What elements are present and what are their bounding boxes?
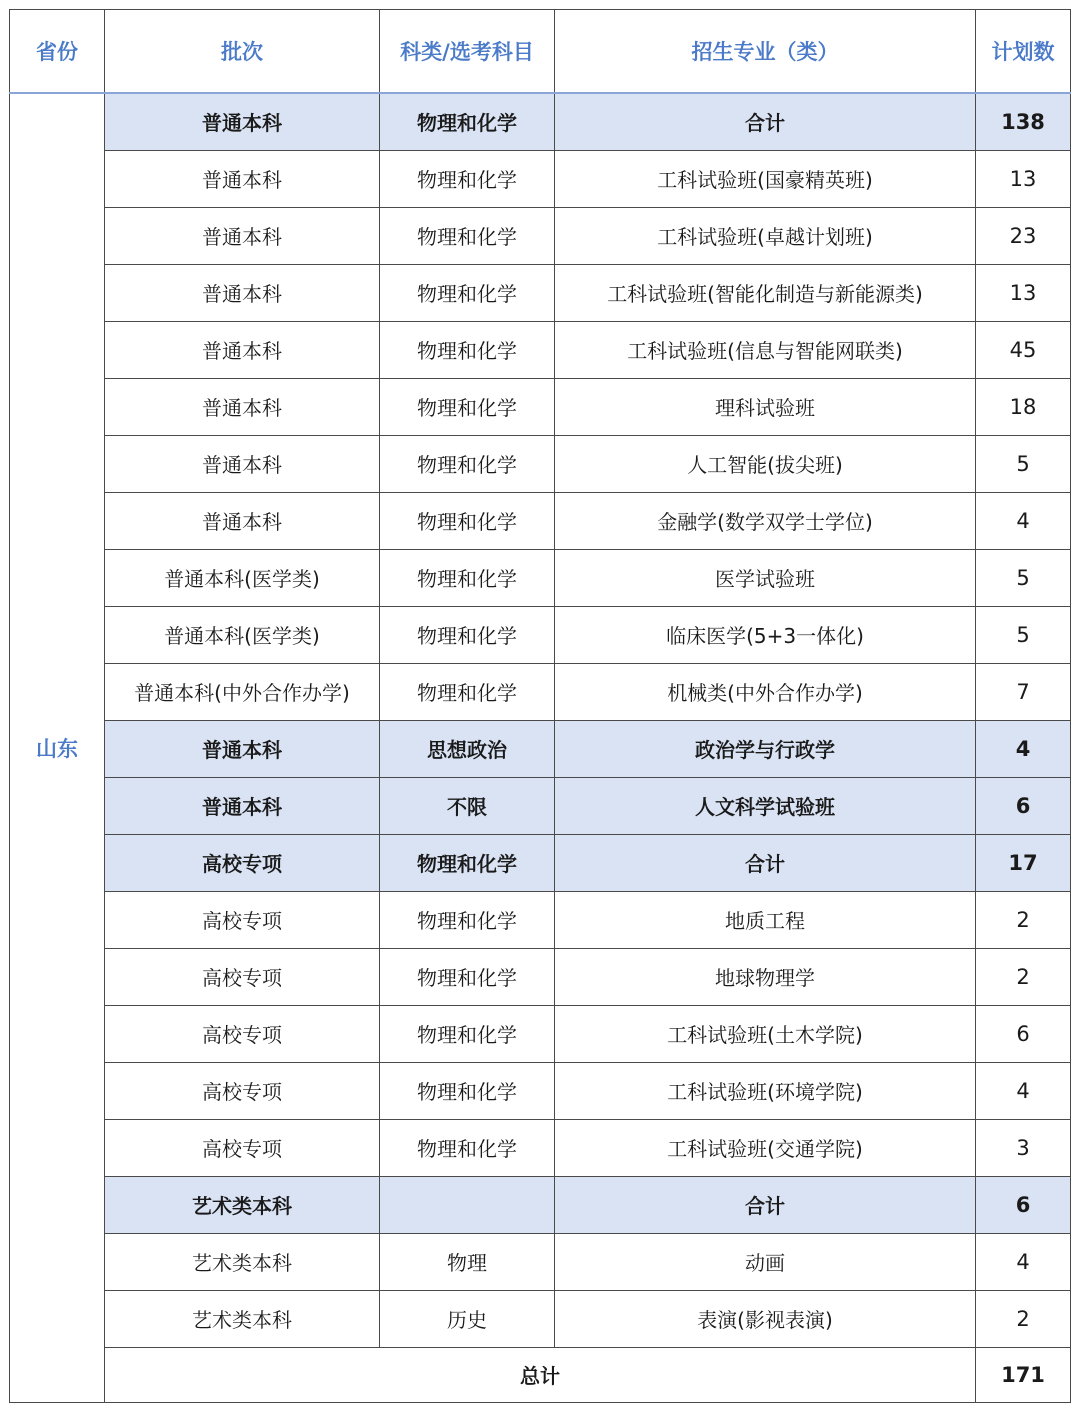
major-cell: 工科试验班(国豪精英班) (555, 150, 976, 207)
batch-cell: 高校专项 (105, 948, 380, 1005)
table-row (10, 549, 1071, 606)
major-cell: 人工智能(拔尖班) (555, 435, 976, 492)
subtotal-row (10, 93, 1071, 150)
plan-count-cell: 13 (976, 150, 1071, 207)
batch-cell: 艺术类本科 (105, 1290, 380, 1347)
major-cell: 政治学与行政学 (555, 720, 976, 777)
batch-cell: 普通本科 (105, 492, 380, 549)
batch-cell: 高校专项 (105, 1005, 380, 1062)
batch-cell: 普通本科 (105, 264, 380, 321)
batch-cell: 高校专项 (105, 1062, 380, 1119)
subject-cell: 物理和化学 (380, 93, 555, 150)
subject-cell: 物理和化学 (380, 663, 555, 720)
batch-cell: 普通本科 (105, 93, 380, 150)
batch-cell: 高校专项 (105, 834, 380, 891)
subtotal-row (10, 720, 1071, 777)
table-row (10, 1233, 1071, 1290)
subtotal-row (10, 834, 1071, 891)
table-header-row (10, 10, 1071, 94)
header-subject: 科类/选考科目 (380, 10, 555, 94)
subject-cell: 物理 (380, 1233, 555, 1290)
subject-cell: 物理和化学 (380, 834, 555, 891)
major-cell: 工科试验班(土木学院) (555, 1005, 976, 1062)
table-row (10, 1290, 1071, 1347)
plan-count-cell: 5 (976, 606, 1071, 663)
plan-count-cell: 4 (976, 1233, 1071, 1290)
subtotal-row (10, 1176, 1071, 1233)
major-cell: 地质工程 (555, 891, 976, 948)
subject-cell: 物理和化学 (380, 321, 555, 378)
batch-cell: 普通本科 (105, 207, 380, 264)
major-cell: 金融学(数学双学士学位) (555, 492, 976, 549)
plan-count-cell: 138 (976, 93, 1071, 150)
header-plan-count: 计划数 (976, 10, 1071, 94)
batch-cell: 高校专项 (105, 1119, 380, 1176)
grand-total-row (10, 1347, 1071, 1402)
subject-cell: 历史 (380, 1290, 555, 1347)
major-cell: 动画 (555, 1233, 976, 1290)
grand-total-label: 总计 (105, 1347, 976, 1402)
plan-count-cell: 6 (976, 1005, 1071, 1062)
grand-total-count: 171 (976, 1347, 1071, 1402)
batch-cell: 普通本科 (105, 378, 380, 435)
batch-cell: 艺术类本科 (105, 1176, 380, 1233)
subject-cell: 不限 (380, 777, 555, 834)
batch-cell: 普通本科 (105, 321, 380, 378)
enrollment-plan-table-container (9, 9, 1071, 1403)
plan-count-cell: 18 (976, 378, 1071, 435)
batch-cell: 普通本科 (105, 777, 380, 834)
plan-count-cell: 5 (976, 435, 1071, 492)
major-cell: 合计 (555, 93, 976, 150)
batch-cell: 普通本科(中外合作办学) (105, 663, 380, 720)
table-row (10, 321, 1071, 378)
batch-cell: 艺术类本科 (105, 1233, 380, 1290)
table-body (10, 93, 1071, 1402)
subject-cell: 物理和化学 (380, 150, 555, 207)
table-row (10, 1062, 1071, 1119)
table-row (10, 378, 1071, 435)
plan-count-cell: 3 (976, 1119, 1071, 1176)
table-row (10, 1005, 1071, 1062)
major-cell: 理科试验班 (555, 378, 976, 435)
plan-count-cell: 13 (976, 264, 1071, 321)
subject-cell: 思想政治 (380, 720, 555, 777)
major-cell: 机械类(中外合作办学) (555, 663, 976, 720)
plan-count-cell: 2 (976, 1290, 1071, 1347)
table-row (10, 207, 1071, 264)
subject-cell: 物理和化学 (380, 1062, 555, 1119)
major-cell: 工科试验班(智能化制造与新能源类) (555, 264, 976, 321)
subject-cell: 物理和化学 (380, 378, 555, 435)
table-row (10, 492, 1071, 549)
subject-cell: 物理和化学 (380, 264, 555, 321)
major-cell: 工科试验班(交通学院) (555, 1119, 976, 1176)
table-row (10, 663, 1071, 720)
batch-cell: 高校专项 (105, 891, 380, 948)
plan-count-cell: 17 (976, 834, 1071, 891)
major-cell: 合计 (555, 1176, 976, 1233)
major-cell: 医学试验班 (555, 549, 976, 606)
table-row (10, 948, 1071, 1005)
subject-cell: 物理和化学 (380, 1119, 555, 1176)
enrollment-plan-table (9, 9, 1071, 1403)
plan-count-cell: 2 (976, 948, 1071, 1005)
header-batch: 批次 (105, 10, 380, 94)
batch-cell: 普通本科 (105, 720, 380, 777)
plan-count-cell: 6 (976, 777, 1071, 834)
subject-cell: 物理和化学 (380, 1005, 555, 1062)
plan-count-cell: 4 (976, 1062, 1071, 1119)
subject-cell: 物理和化学 (380, 948, 555, 1005)
major-cell: 临床医学(5+3一体化) (555, 606, 976, 663)
province-cell: 山东 (10, 93, 105, 1402)
batch-cell: 普通本科 (105, 150, 380, 207)
subject-cell: 物理和化学 (380, 207, 555, 264)
batch-cell: 普通本科 (105, 435, 380, 492)
subject-cell: 物理和化学 (380, 492, 555, 549)
batch-cell: 普通本科(医学类) (105, 549, 380, 606)
major-cell: 人文科学试验班 (555, 777, 976, 834)
plan-count-cell: 23 (976, 207, 1071, 264)
plan-count-cell: 6 (976, 1176, 1071, 1233)
major-cell: 合计 (555, 834, 976, 891)
subject-cell: 物理和化学 (380, 549, 555, 606)
batch-cell: 普通本科(医学类) (105, 606, 380, 663)
table-row (10, 1119, 1071, 1176)
subject-cell (380, 1176, 555, 1233)
plan-count-cell: 7 (976, 663, 1071, 720)
subject-cell: 物理和化学 (380, 891, 555, 948)
table-row (10, 435, 1071, 492)
major-cell: 工科试验班(环境学院) (555, 1062, 976, 1119)
subject-cell: 物理和化学 (380, 435, 555, 492)
major-cell: 表演(影视表演) (555, 1290, 976, 1347)
header-major: 招生专业（类） (555, 10, 976, 94)
plan-count-cell: 4 (976, 720, 1071, 777)
major-cell: 工科试验班(信息与智能网联类) (555, 321, 976, 378)
plan-count-cell: 4 (976, 492, 1071, 549)
table-row (10, 606, 1071, 663)
header-province: 省份 (10, 10, 105, 94)
table-row (10, 891, 1071, 948)
plan-count-cell: 5 (976, 549, 1071, 606)
subject-cell: 物理和化学 (380, 606, 555, 663)
major-cell: 地球物理学 (555, 948, 976, 1005)
plan-count-cell: 45 (976, 321, 1071, 378)
table-row (10, 264, 1071, 321)
table-row (10, 150, 1071, 207)
major-cell: 工科试验班(卓越计划班) (555, 207, 976, 264)
subtotal-row (10, 777, 1071, 834)
plan-count-cell: 2 (976, 891, 1071, 948)
